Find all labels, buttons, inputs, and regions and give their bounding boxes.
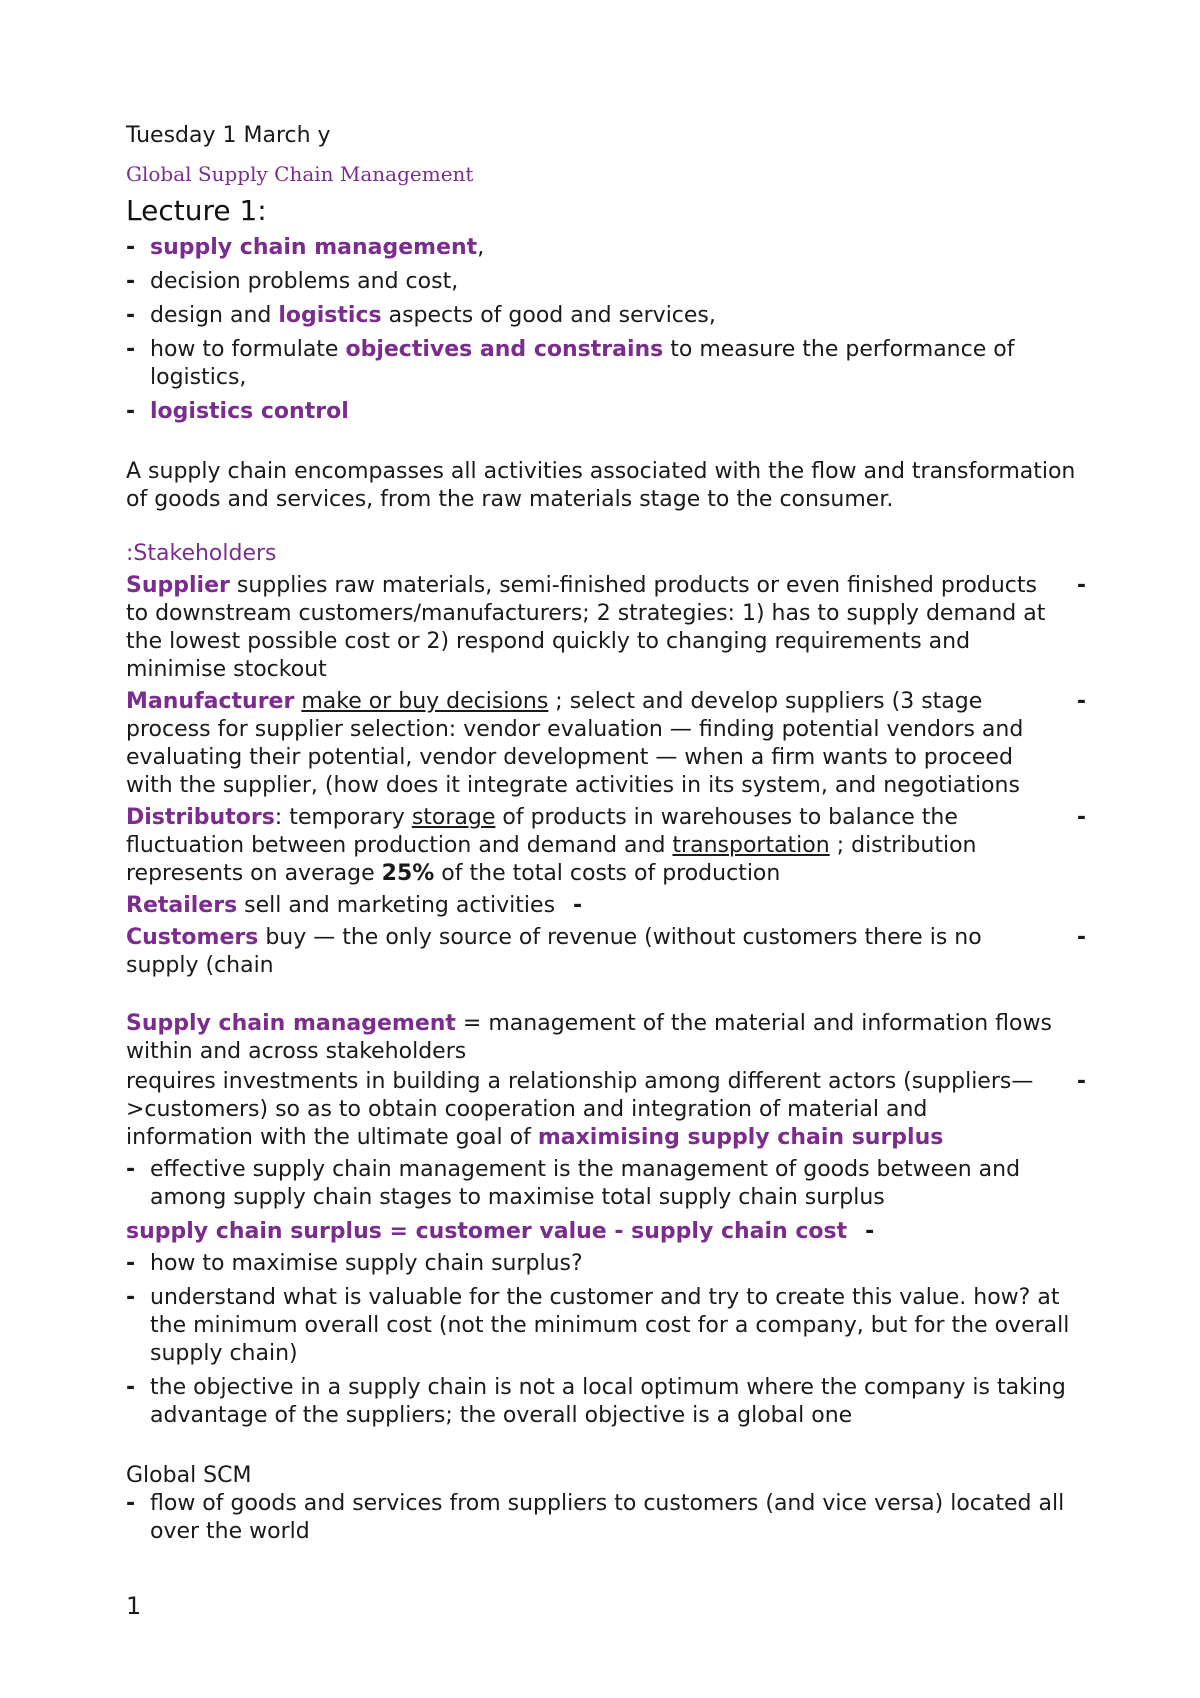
supplier-label: Supplier bbox=[126, 573, 230, 598]
list-item bbox=[126, 1250, 1086, 1278]
topic-bold: logistics control bbox=[150, 399, 349, 424]
definition-paragraph: A supply chain encompasses all activities associated with the flow and transformation of goods and services, from the raw materials stage to the consumer. bbox=[126, 459, 1076, 512]
dash-bullet: - bbox=[126, 399, 136, 424]
dash-bullet: - bbox=[865, 1219, 875, 1244]
scm-investments bbox=[126, 1068, 1086, 1152]
dash-bullet: - bbox=[1076, 1069, 1086, 1094]
lecture-heading: Lecture 1: bbox=[126, 194, 267, 227]
dash-bullet: - bbox=[126, 1491, 136, 1516]
retailers-text: sell and marketing activities bbox=[237, 893, 556, 918]
customers-text: buy — the only source of revenue (without customers there is no supply (chain bbox=[126, 925, 982, 978]
dash-bullet: - bbox=[126, 1251, 136, 1276]
distributors-label: Distributors bbox=[126, 805, 275, 830]
dash-bullet: - bbox=[126, 1285, 136, 1310]
topics-list bbox=[126, 234, 1086, 426]
list-item bbox=[126, 1156, 1086, 1212]
dash-bullet: - bbox=[1076, 805, 1086, 830]
dash-bullet: - bbox=[126, 1157, 136, 1182]
date-line: Tuesday 1 March y bbox=[126, 123, 331, 148]
distributors-text: ; distribution represents on average bbox=[126, 833, 977, 886]
surplus-bullet-text: how to maximise supply chain surplus? bbox=[150, 1251, 583, 1276]
effective-text: effective supply chain management is the management of goods between and among supply chain stages to maximise total supply chain surplus bbox=[150, 1157, 1021, 1210]
distributors-storage: storage bbox=[411, 805, 496, 830]
page-number: 1 bbox=[126, 1592, 142, 1620]
global-scm-heading: Global SCM bbox=[126, 1463, 252, 1488]
stakeholder-manufacturer bbox=[126, 688, 1086, 800]
dash-bullet: - bbox=[126, 303, 136, 328]
document-page bbox=[126, 122, 1086, 1552]
investments-bold: maximising supply chain surplus bbox=[537, 1125, 944, 1150]
topic-text: how to formulate bbox=[150, 337, 346, 362]
topic-text: aspects of good and services, bbox=[381, 303, 716, 328]
scm-definition bbox=[126, 1010, 1086, 1066]
topic-text: decision problems and cost, bbox=[150, 269, 459, 294]
course-title: Global Supply Chain Management bbox=[126, 162, 474, 186]
topic-text: , bbox=[477, 235, 485, 260]
global-bullet-text: flow of goods and services from suppliers to customers (and vice versa) located all over the world bbox=[150, 1491, 1065, 1544]
distributors-text: of products in warehouses to balance the fluctuation between production and demand and bbox=[126, 805, 958, 858]
topic-bold: logistics bbox=[278, 303, 382, 328]
dash-bullet: - bbox=[573, 893, 583, 918]
scm-text: = management of the material and information flows within and across stakeholders bbox=[126, 1011, 1052, 1064]
supplier-text: supplies raw materials, semi-finished products or even finished products to downstream customers/manufacturers; 2 strategies: 1) has to supply demand at the lowest possible cost or 2) respond quickly to changing requirements and minimise stockout bbox=[126, 573, 1046, 682]
list-item bbox=[126, 336, 1086, 392]
manufacturer-label: Manufacturer bbox=[126, 689, 295, 714]
distributors-text: : temporary bbox=[274, 805, 412, 830]
stakeholder-distributors bbox=[126, 804, 1086, 888]
surplus-list bbox=[126, 1250, 1086, 1430]
stakeholder-retailers bbox=[126, 892, 1086, 920]
global-list bbox=[126, 1490, 1086, 1546]
stakeholder-customers bbox=[126, 924, 1086, 980]
dash-bullet: - bbox=[1076, 925, 1086, 950]
stakeholder-supplier bbox=[126, 572, 1086, 684]
manufacturer-underlined: make or buy decisions bbox=[301, 689, 549, 714]
dash-bullet: - bbox=[126, 1375, 136, 1400]
surplus-bullet-text: the objective in a supply chain is not a local optimum where the company is taking advantage of the suppliers; the overall objective is a global one bbox=[150, 1375, 1066, 1428]
distributors-transportation: transportation bbox=[672, 833, 830, 858]
dash-bullet: - bbox=[126, 235, 136, 260]
distributors-percentage: 25% bbox=[381, 861, 435, 886]
topic-text: to measure the performance of logistics, bbox=[150, 337, 1015, 390]
list-item bbox=[126, 1374, 1086, 1430]
manufacturer-text: ; select and develop suppliers (3 stage process for supplier selection: vendor evaluation — finding potential vendors and evaluating their potential, vendor development — when a firm wants to proceed with the supplier, (how does it integrate activities in its system, and negotiations bbox=[126, 689, 1024, 798]
distributors-text: of the total costs of production bbox=[434, 861, 781, 886]
topic-bold: supply chain management bbox=[150, 235, 478, 260]
list-item bbox=[126, 268, 1086, 296]
list-item bbox=[126, 234, 1086, 262]
topic-text: design and bbox=[150, 303, 279, 328]
dash-bullet: - bbox=[1076, 689, 1086, 714]
investments-text: requires investments in building a relationship among different actors (suppliers—>customers) so as to obtain cooperation and integration of material and information with the ultimate goal of bbox=[126, 1069, 1034, 1150]
customers-label: Customers bbox=[126, 925, 259, 950]
scm-label: Supply chain management bbox=[126, 1011, 456, 1036]
retailers-label: Retailers bbox=[126, 893, 238, 918]
list-item bbox=[126, 302, 1086, 330]
dash-bullet: - bbox=[1076, 573, 1086, 598]
topic-bold: objectives and constrains bbox=[345, 337, 664, 362]
dash-bullet: - bbox=[126, 269, 136, 294]
surplus-formula bbox=[126, 1218, 1086, 1246]
stakeholders-heading: :Stakeholders bbox=[126, 541, 277, 566]
effective-list bbox=[126, 1156, 1086, 1212]
dash-bullet: - bbox=[126, 337, 136, 362]
list-item bbox=[126, 1490, 1086, 1546]
list-item bbox=[126, 1284, 1086, 1368]
surplus-formula-text: supply chain surplus = customer value - supply chain cost bbox=[126, 1219, 848, 1244]
list-item bbox=[126, 398, 1086, 426]
surplus-bullet-text: understand what is valuable for the customer and try to create this value. how? at the minimum overall cost (not the minimum cost for a company, but for the overall supply chain) bbox=[150, 1285, 1070, 1366]
